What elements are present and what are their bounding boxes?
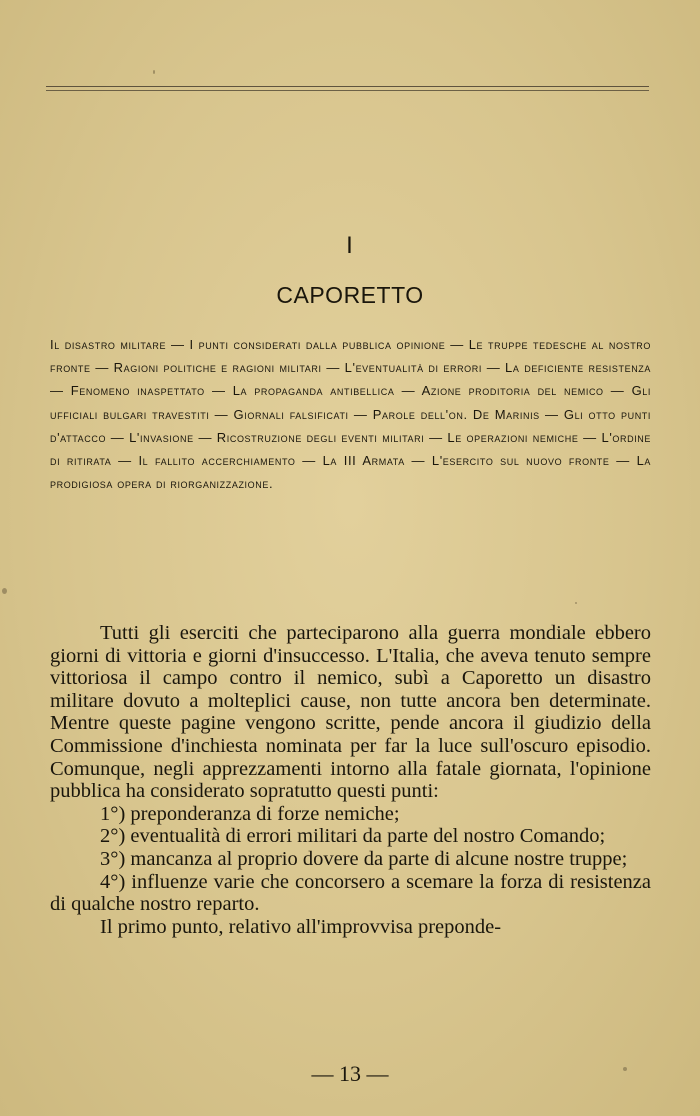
point-3: 3°) mancanza al proprio dovere da parte di alcune nostre truppe;	[100, 847, 628, 870]
point-1: 1°) preponderanza di forze nemiche;	[100, 802, 400, 825]
point-4: 4°) influenze varie che concorsero a scemare la forza di resistenza di qualche nostro reparto.	[50, 870, 651, 916]
paper-speck	[575, 602, 577, 604]
header-rule	[46, 86, 649, 91]
intro-paragraph: Tutti gli eserciti che parteciparono alla guerra mondiale ebbero giorni di vittoria e giorni d'insuccesso. L'Italia, che aveva tenuto sempre vittoriosa il campo contro il nemico, subì a Caporetto un disastro militare dovuto a molteplici cause, non tutte ancora ben determinate. Mentre queste pagine vengono scritte, pende ancora il giudizio della Commissione d'inchiesta nominata per far la luce sull'oscuro episodio. Comunque, negli apprezzamenti intorno alla fatale giornata, l'opinione pubblica ha considerato sopratutto questi punti:	[50, 622, 651, 803]
chapter-summary: Il disastro militare — I punti considerati dalla pubblica opinione — Le truppe tedesche al nostro fronte — Ragioni politiche e ragioni militari — L'eventualità di errori — La deficiente resistenza — Fenomeno inaspettato — La propaganda antibellica — Azione proditoria del nemico — Gli ufficiali bulgari travestiti — Giornali falsificati — Parole dell'on. De Marinis — Gli otto punti d'attacco — L'invasione — Ricostruzione degli eventi militari — Le operazioni nemiche — L'ordine di ritirata — Il fallito accerchiamento — La III Armata — L'esercito sul nuovo fronte — La prodigiosa opera di riorganizzazione.	[50, 337, 651, 492]
point-2: 2°) eventualità di errori militari da parte del nostro Comando;	[100, 825, 606, 848]
closing-paragraph: Il primo punto, relativo all'improvvisa preponde-	[100, 915, 502, 938]
body-text	[50, 622, 651, 938]
paper-speck	[153, 70, 155, 74]
paper-speck	[623, 1067, 627, 1071]
paper-speck	[2, 588, 7, 594]
chapter-number: I	[346, 232, 354, 259]
page-number: — 13 —	[311, 1061, 389, 1086]
chapter-title: CAPORETTO	[276, 282, 424, 308]
